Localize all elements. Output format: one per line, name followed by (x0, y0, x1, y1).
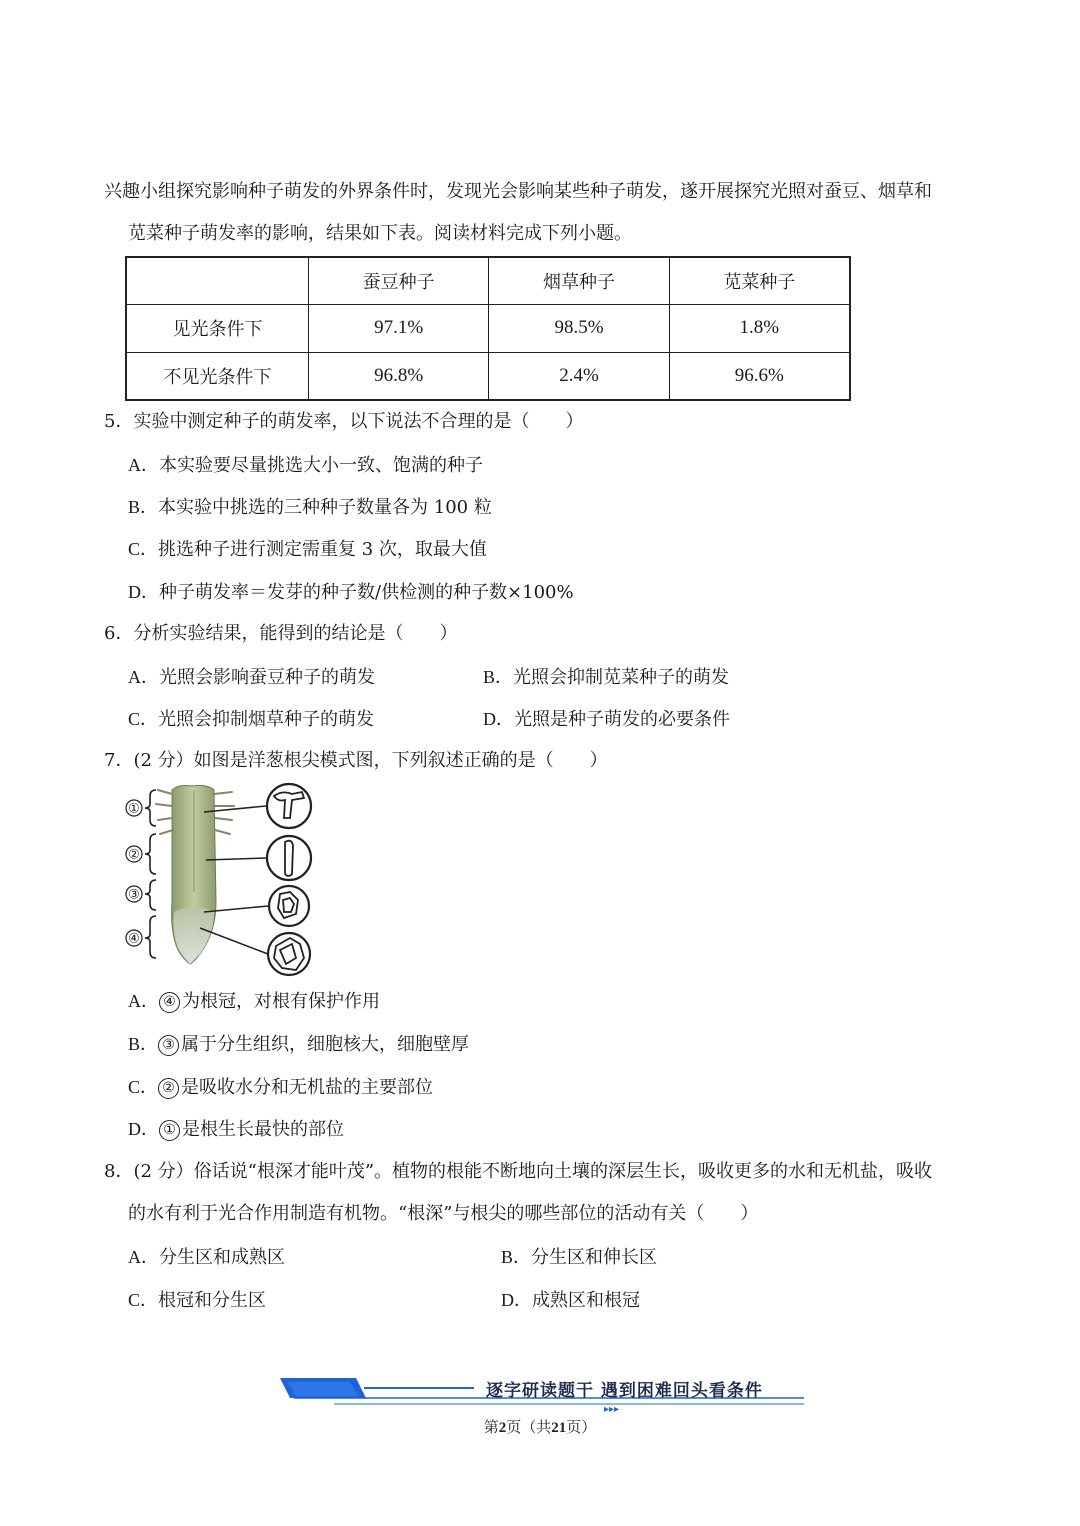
page-mid: 页（共 (506, 1418, 552, 1436)
table-header-row (127, 258, 850, 305)
page-total: 21 (551, 1420, 567, 1436)
intro-line-2: 苋菜种子萌发率的影响，结果如下表。阅读材料完成下列小题。 (128, 223, 632, 244)
q6-stem: 6．分析实验结果，能得到的结论是（ ） (104, 623, 458, 644)
option-tag: D． (128, 582, 159, 602)
table-row (127, 352, 850, 399)
option-text: 为根冠，对根有保护作用 (182, 991, 380, 1012)
banner-arrows: ▸▸▸ (604, 1404, 620, 1412)
page-prefix: 第 (483, 1418, 499, 1436)
option-tag: A． (128, 1247, 159, 1267)
option-text: 是根生长最快的部位 (182, 1119, 344, 1140)
option-tag: D． (501, 1290, 532, 1310)
option-text: 分生区和伸长区 (531, 1247, 658, 1268)
zone-braces (145, 790, 156, 958)
option-text: 本实验要尽量挑选大小一致、饱满的种子 (159, 455, 483, 476)
option-text: 成熟区和根冠 (532, 1290, 640, 1311)
row-label: 见光条件下 (127, 305, 309, 352)
table-cell: 96.8% (309, 352, 489, 399)
option-text: 种子萌发率＝发芽的种子数/供检测的种子数×100% (159, 582, 574, 603)
option-tag: C． (128, 1290, 159, 1310)
root-tip-diagram (120, 782, 320, 978)
page-suffix: 页） (566, 1418, 597, 1436)
germination-table (125, 256, 851, 401)
table-cell: 96.6% (669, 352, 849, 399)
option-tag: D． (128, 1119, 159, 1139)
option-tag: D． (483, 709, 514, 729)
q6-option-c (128, 707, 374, 732)
page-number (0, 1416, 1080, 1437)
q8-option-c (128, 1288, 266, 1313)
q6-option-a (128, 665, 375, 690)
elongation-cell-inset (267, 836, 311, 880)
table-cell: 1.8% (669, 305, 849, 352)
option-text: 光照会影响蚕豆种子的萌发 (159, 667, 375, 688)
q8-option-b (501, 1245, 657, 1270)
q5-option-b (128, 495, 492, 520)
q8-stem-line-1: 8．(2 分）俗话说“根深才能叶茂”。植物的根能不断地向土壤的深层生长，吸收更多的水和无机盐，吸收 (104, 1161, 933, 1182)
footer-slogan: 逐字研读题干 遇到困难回头看条件 (486, 1381, 763, 1401)
option-tag: B． (483, 667, 514, 687)
option-tag: B． (128, 497, 159, 517)
option-text: 根冠和分生区 (158, 1290, 267, 1311)
label-zone-1: ① (128, 800, 140, 816)
table-cell: 97.1% (309, 305, 489, 352)
option-text: 属于分生组织，细胞核大，细胞壁厚 (181, 1034, 470, 1055)
q5-option-d (128, 580, 574, 605)
q8-option-d (501, 1288, 640, 1313)
option-tag: A． (128, 455, 159, 475)
row-label: 不见光条件下 (127, 352, 309, 399)
q5-stem: 5．实验中测定种子的萌发率，以下说法不合理的是（ ） (104, 411, 584, 432)
q6-option-d (483, 707, 730, 732)
label-zone-2: ② (128, 846, 140, 862)
option-tag: B． (501, 1247, 532, 1267)
option-text: 是吸收水分和无机盐的主要部位 (181, 1077, 434, 1098)
option-tag: C． (128, 539, 159, 559)
table-header-cell: 苋菜种子 (669, 258, 849, 305)
option-circled-mark: ③ (158, 1035, 179, 1056)
option-text: 光照是种子萌发的必要条件 (514, 709, 730, 730)
option-tag: A． (128, 991, 159, 1011)
option-tag: B． (128, 1034, 159, 1054)
option-tag: C． (128, 1077, 159, 1097)
option-circled-mark: ① (159, 1120, 180, 1141)
q7-stem: 7．(2 分）如图是洋葱根尖模式图，下列叙述正确的是（ ） (104, 750, 608, 771)
page-current: 2 (498, 1420, 507, 1436)
q8-option-a (128, 1245, 285, 1270)
q5-option-a (128, 453, 483, 478)
root-cap (174, 907, 215, 964)
q7-option-b (128, 1032, 469, 1057)
option-tag: C． (128, 709, 159, 729)
intro-line-1: 兴趣小组探究影响种子萌发的外界条件时，发现光会影响某些种子萌发，遂开展探究光照对蚕豆、烟草和 (104, 181, 932, 202)
option-text: 分生区和成熟区 (159, 1247, 285, 1268)
q7-option-a (128, 989, 380, 1014)
q6-option-b (483, 665, 729, 690)
q7-option-c (128, 1075, 433, 1100)
option-circled-mark: ② (158, 1078, 179, 1099)
option-text: 本实验中挑选的三种种子数量各为 100 粒 (158, 497, 492, 518)
option-text: 挑选种子进行测定需重复 3 次，取最大值 (158, 539, 487, 560)
q7-option-d (128, 1117, 344, 1142)
q8-stem-line-2: 的水有利于光合作用制造有机物。“根深”与根尖的哪些部位的活动有关（ ） (128, 1203, 759, 1224)
q5-option-c (128, 537, 487, 562)
table-cell: 98.5% (489, 305, 669, 352)
label-zone-4: ④ (128, 930, 140, 946)
table-header-cell: 蚕豆种子 (309, 258, 489, 305)
option-text: 光照会抑制烟草种子的萌发 (158, 709, 375, 730)
root-hair-cell-inset (267, 784, 311, 828)
label-zone-3: ③ (128, 886, 140, 902)
option-tag: A． (128, 667, 159, 687)
option-circled-mark: ④ (159, 992, 180, 1013)
option-text: 光照会抑制苋菜种子的萌发 (513, 667, 730, 688)
table-header-cell: 烟草种子 (489, 258, 669, 305)
table-corner-cell (127, 258, 309, 305)
table-row (127, 305, 850, 352)
table-cell: 2.4% (489, 352, 669, 399)
